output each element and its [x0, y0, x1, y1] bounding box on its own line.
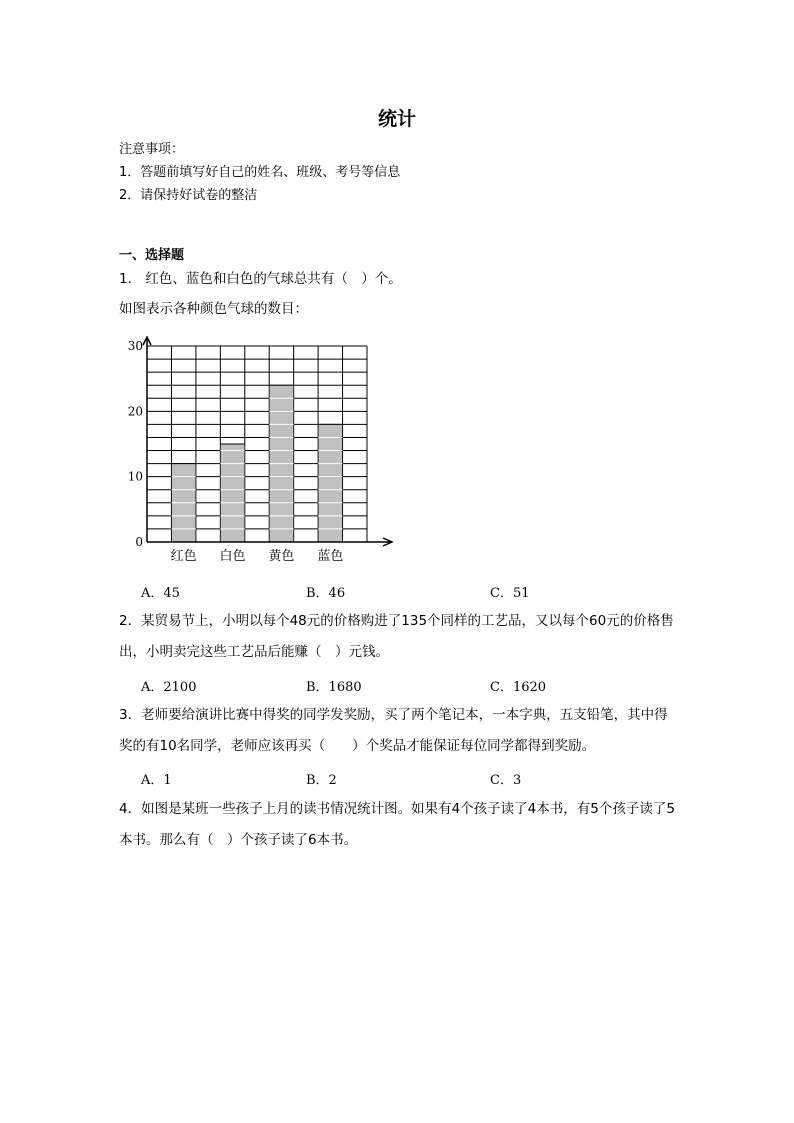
bar — [221, 444, 244, 542]
x-tick-label: 黄色 — [268, 549, 295, 564]
option-b[interactable]: B．2 — [306, 773, 337, 788]
notes-heading: 注意事项： — [119, 142, 185, 157]
x-tick-label: 红色 — [170, 549, 197, 564]
note-item: 1．答题前填写好自己的姓名、班级、考号等信息 — [119, 165, 401, 180]
bar — [319, 424, 342, 542]
question-4-text: 4．如图是某班一些孩子上月的读书情况统计图。如果有4个孩子读了4本书，有5个孩子读了5本书。那么有（ ）个孩子读了6本书。 — [119, 801, 675, 848]
x-tick-label: 白色 — [219, 549, 246, 564]
bar-chart — [118, 336, 408, 566]
y-tick-label: 30 — [127, 339, 143, 353]
section-title: 一、选择题 — [119, 248, 185, 263]
note-item: 2．请保持好试卷的整洁 — [119, 188, 258, 203]
option-c[interactable]: C．51 — [490, 586, 530, 601]
option-c[interactable]: C．3 — [490, 773, 522, 788]
y-tick-label: 10 — [127, 469, 143, 484]
question-1-text: 1． 红色、蓝色和白色的气球总共有（ ）个。 — [119, 271, 402, 287]
x-tick-label: 蓝色 — [317, 549, 344, 564]
option-a[interactable]: A．2100 — [141, 680, 197, 695]
y-tick-label: 20 — [127, 404, 143, 419]
y-tick-label: 0 — [135, 535, 143, 549]
question-1-subtext: 如图表示各种颜色气球的数目： — [119, 301, 308, 317]
option-c[interactable]: C．1620 — [490, 680, 547, 695]
page-title: 统计 — [377, 108, 416, 130]
option-a[interactable]: A．1 — [141, 773, 172, 788]
question-2-text: 2．某贸易节上，小明以每个48元的价格购进了135个同样的工艺品，又以每个60元的价格售出，小明卖完这些工艺品后能赚（ ）元钱。 — [119, 613, 674, 660]
option-b[interactable]: B．1680 — [306, 680, 362, 695]
notes — [119, 138, 400, 207]
question-3-text: 3．老师要给演讲比赛中得奖的同学发奖励，买了两个笔记本，一本字典，五支铅笔，其中得奖的有10名同学，老师应该再买（ ）个奖品才能保证每位同学都得到奖励。 — [119, 707, 668, 754]
option-b[interactable]: B．46 — [306, 586, 346, 601]
option-a[interactable]: A．45 — [141, 586, 180, 601]
